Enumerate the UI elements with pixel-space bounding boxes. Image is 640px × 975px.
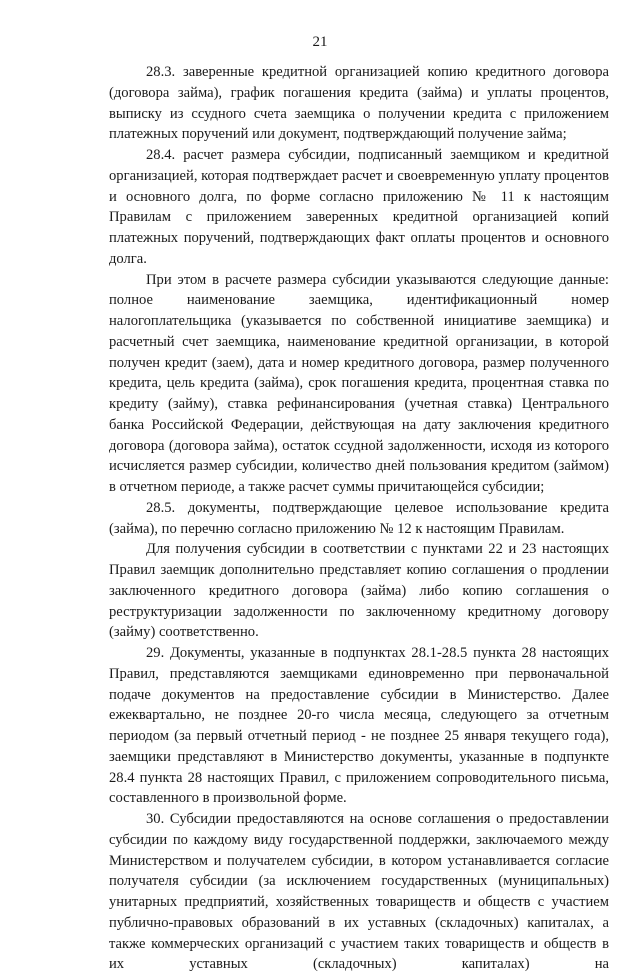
document-body <box>109 62 609 975</box>
paragraph-29: 29. Документы, указанные в подпунктах 28.1-28.5 пункта 28 настоящих Правил, представляются заемщиками единовременно при первоначальной подаче документов на предоставление субсидии в Министерство. Далее ежеквартально, не позднее 20-го числа месяца, следующего за отчетным периодом (за первый отчетный период - не позднее 25 января текущего года), заемщики представляют в Министерство документы, указанные в подпункте 28.4 пункта 28 настоящих Правил, с приложением сопроводительного письма, составленного в произвольной форме. <box>109 645 609 807</box>
page-number: 21 <box>312 34 328 50</box>
paragraph-28-3: 28.3. заверенные кредитной организацией копию кредитного договора (договора займа), график погашения кредита (займа) и уплаты процентов, выписку из ссудного счета заемщика о получении кредита с приложением платежных поручений или документ, подтверждающий получение займа; <box>109 64 609 143</box>
paragraph-points-22-23: Для получения субсидии в соответствии с пунктами 22 и 23 настоящих Правил заемщик дополнительно представляет копию соглашения о продлении заключенного кредитного договора (займа) либо копию соглашения о реструктуризации задолженности по заключенному кредитному договору (займу) соответственно. <box>109 541 609 641</box>
paragraph-28-4: 28.4. расчет размера субсидии, подписанный заемщиком и кредитной организацией, которая подтверждает расчет и своевременную уплату процентов и основного долга, по форме согласно приложению № 11 к настоящим Правилам с приложением заверенных кредитной организацией копий платежных поручений, подтверждающих факт оплаты процентов и основного долга. <box>109 147 609 267</box>
paragraph-28-5: 28.5. документы, подтверждающие целевое использование кредита (займа), по перечню согласно приложению № 12 к настоящим Правилам. <box>109 499 609 537</box>
paragraph-30: 30. Субсидии предоставляются на основе соглашения о предоставлении субсидии по каждому виду государственной поддержки, заключаемого между Министерством и получателем субсидии, в котором устанавливается согласие получателя субсидии (за исключением государственных (муниципальных) унитарных предприятий, хозяйственных товариществ и обществ с участием публично-правовых образований в их уставных (складочных) капиталах, а также коммерческих организаций с участием таких товариществ и обществ в их уставных (складочных) капиталах) на <box>109 811 609 973</box>
paragraph-subsidy-calculation-data: При этом в расчете размера субсидии указываются следующие данные: полное наименование заемщика, идентификационный номер налогоплательщика (указывается по собственной инициативе заемщика) и расчетный счет заемщика, наименование кредитной организации, в которой получен кредит (заем), дата и номер кредитного договора, размер полученного кредита, цель кредита (займа), срок погашения кредита, процентная ставка по кредиту (займу), ставка рефинансирования (учетная ставка) Центрального банка Российской Федерации, действующая на дату заключения кредитного договора (договора займа), остаток ссудной задолженности, исходя из которого исчисляется размер субсидии, количество дней пользования кредитом (займом) в отчетном периоде, а также расчет суммы причитающейся субсидии; <box>109 271 609 495</box>
